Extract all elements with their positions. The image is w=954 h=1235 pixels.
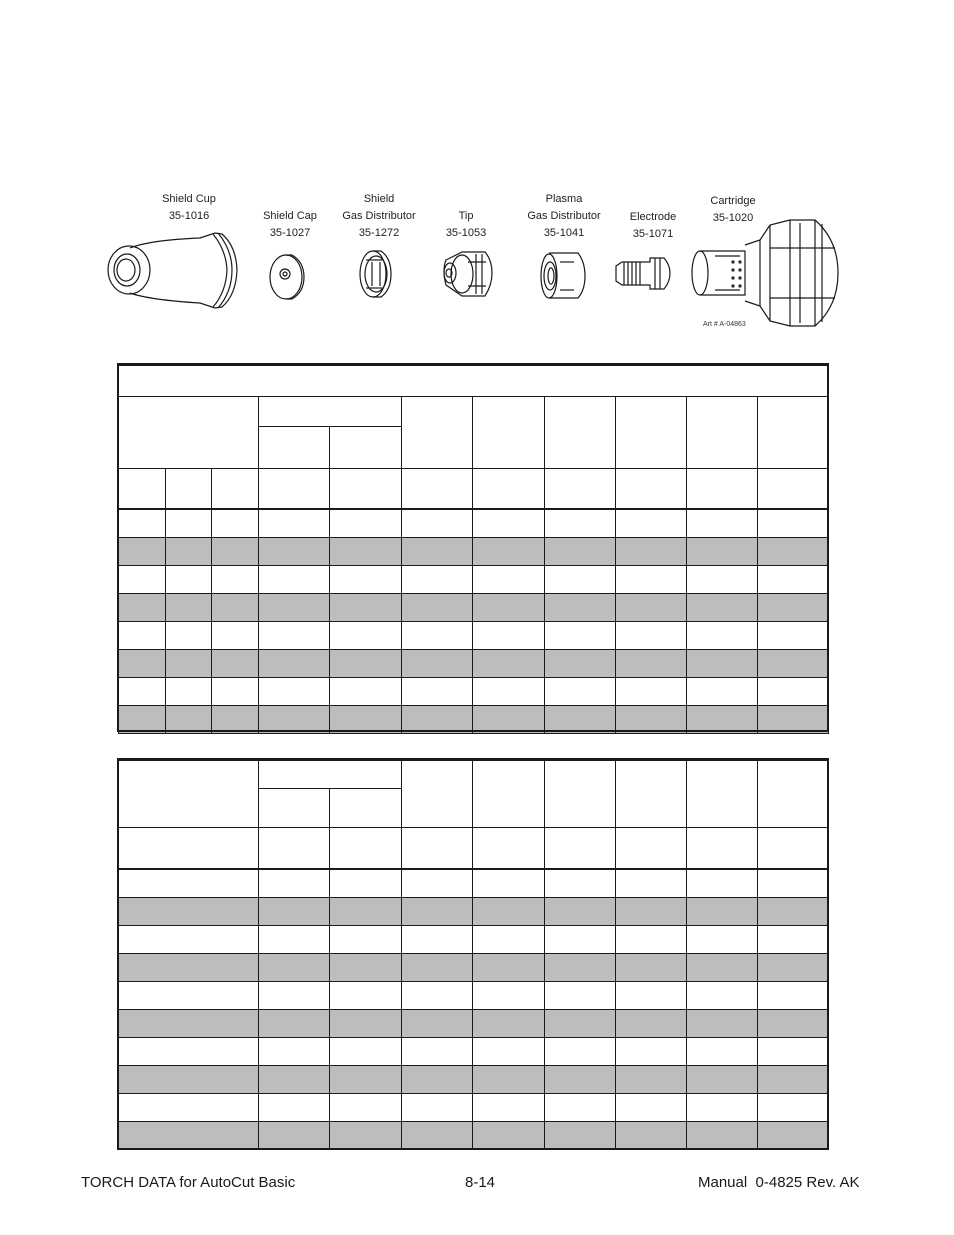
- table-row: [119, 1009, 829, 1037]
- table-row: [119, 649, 829, 677]
- header-cell: [330, 426, 402, 468]
- table-cell: [687, 1121, 758, 1149]
- table-cell: [545, 468, 616, 509]
- table-cell: [402, 537, 473, 565]
- table-cell: [758, 1065, 829, 1093]
- table-cell: [330, 1093, 402, 1121]
- table-cell: [616, 1093, 687, 1121]
- table-cell: [616, 565, 687, 593]
- table-cell: [758, 1009, 829, 1037]
- header-cell: [687, 396, 758, 468]
- table-cell: [402, 1009, 473, 1037]
- table-cell: [330, 953, 402, 981]
- table-cell: [119, 869, 259, 897]
- table-cell: [473, 677, 545, 705]
- table-row: [119, 621, 829, 649]
- table-cell: [758, 981, 829, 1009]
- table-cell: [473, 869, 545, 897]
- table-cell: [473, 509, 545, 537]
- table-cell: [402, 1093, 473, 1121]
- table-cell: [473, 705, 545, 733]
- table-cell: [259, 981, 330, 1009]
- table-cell: [758, 869, 829, 897]
- table-cell: [212, 468, 259, 509]
- header-cell: [616, 760, 687, 827]
- table-row: [119, 1065, 829, 1093]
- torch-parts-drawing: [100, 210, 845, 335]
- table-cell: [259, 1065, 330, 1093]
- table-cell: [616, 827, 687, 869]
- table-cell: [545, 649, 616, 677]
- table-cell: [330, 565, 402, 593]
- part-name: Tip: [458, 210, 474, 222]
- table-cell: [119, 1037, 259, 1065]
- table-cell: [402, 621, 473, 649]
- part-number: 35-1071: [632, 228, 674, 240]
- shield-cup-icon: [108, 233, 237, 308]
- table-cell: [473, 593, 545, 621]
- table-cell: [687, 869, 758, 897]
- shield-cap-icon: [270, 255, 304, 299]
- table-cell: [616, 468, 687, 509]
- table-cell: [758, 827, 829, 869]
- table-cell: [473, 649, 545, 677]
- shield-gas-distributor-icon: [360, 251, 391, 297]
- table-cell: [119, 925, 259, 953]
- table-cell: [545, 869, 616, 897]
- table-cell: [545, 621, 616, 649]
- table-cell: [473, 537, 545, 565]
- table-cell: [259, 705, 330, 733]
- table-cell: [330, 925, 402, 953]
- table-cell: [758, 925, 829, 953]
- table-cell: [687, 677, 758, 705]
- table-cell: [119, 1093, 259, 1121]
- table-cell: [330, 677, 402, 705]
- table-cell: [687, 981, 758, 1009]
- table-cell: [687, 1065, 758, 1093]
- table-cell: [330, 537, 402, 565]
- table-cell: [259, 1037, 330, 1065]
- table-row: [119, 537, 829, 565]
- table-cell: [166, 677, 212, 705]
- header-cell: [473, 396, 545, 468]
- table-cell: [616, 869, 687, 897]
- table-cell: [616, 621, 687, 649]
- table-cell: [119, 593, 166, 621]
- table-cell: [259, 1093, 330, 1121]
- table-cell: [330, 649, 402, 677]
- table-cell: [687, 827, 758, 869]
- table-cell: [545, 509, 616, 537]
- table-cell: [473, 1009, 545, 1037]
- table-cell: [119, 897, 259, 925]
- table-cell: [473, 565, 545, 593]
- table-cell: [166, 468, 212, 509]
- part-number: 35-1041: [543, 227, 585, 239]
- table-cell: [119, 468, 166, 509]
- table-header-row: [119, 760, 829, 788]
- table-cell: [758, 621, 829, 649]
- header-cell: [259, 788, 330, 827]
- table-cell: [330, 869, 402, 897]
- table-cell: [166, 621, 212, 649]
- table-cell: [166, 705, 212, 733]
- table-cell: [402, 705, 473, 733]
- table-cell: [166, 565, 212, 593]
- table-cell: [687, 1037, 758, 1065]
- part-name: Shield Cup: [162, 193, 216, 205]
- part-number: 35-1053: [445, 227, 487, 239]
- table-cell: [402, 593, 473, 621]
- header-cell: [616, 396, 687, 468]
- cut-chart-table-1: [118, 364, 829, 734]
- part-number: 35-1020: [712, 212, 754, 224]
- table-cell: [687, 537, 758, 565]
- table-cell: [330, 509, 402, 537]
- table-row: [119, 509, 829, 537]
- table-cell: [119, 981, 259, 1009]
- table-title-cell: [119, 365, 829, 396]
- table-cell: [212, 537, 259, 565]
- table-row: [119, 705, 829, 733]
- table-cell: [166, 649, 212, 677]
- table-cell: [687, 649, 758, 677]
- table-cell: [259, 565, 330, 593]
- table-cell: [212, 705, 259, 733]
- table-cell: [473, 468, 545, 509]
- table-cell: [119, 649, 166, 677]
- table-cell: [473, 1065, 545, 1093]
- table-cell: [259, 677, 330, 705]
- table-cell: [758, 649, 829, 677]
- table-cell: [687, 565, 758, 593]
- table-cell: [402, 509, 473, 537]
- table-cell: [259, 953, 330, 981]
- table-cell: [545, 1121, 616, 1149]
- table-cell: [119, 509, 166, 537]
- part-number: 35-1027: [269, 227, 311, 239]
- table-cell: [402, 468, 473, 509]
- table-cell: [545, 565, 616, 593]
- table-cell: [212, 677, 259, 705]
- table-cell: [330, 1065, 402, 1093]
- part-name: Cartridge: [710, 195, 756, 207]
- table-cell: [687, 593, 758, 621]
- table-cell: [330, 1009, 402, 1037]
- table-cell: [259, 1121, 330, 1149]
- table-cell: [758, 565, 829, 593]
- table-cell: [119, 1009, 259, 1037]
- table-cell: [119, 537, 166, 565]
- header-cell: [687, 760, 758, 827]
- table-cell: [402, 1037, 473, 1065]
- table-cell: [758, 1037, 829, 1065]
- table-cell: [330, 827, 402, 869]
- table-cell: [545, 897, 616, 925]
- table-cell: [758, 953, 829, 981]
- table-cell: [259, 621, 330, 649]
- header-cell: [119, 760, 259, 827]
- table-row: [119, 1121, 829, 1149]
- table-row: [119, 897, 829, 925]
- table-cell: [473, 827, 545, 869]
- table-cell: [259, 869, 330, 897]
- table-cell: [758, 1093, 829, 1121]
- table-cell: [259, 827, 330, 869]
- table-cell: [119, 1121, 259, 1149]
- table-row: [119, 953, 829, 981]
- part-name: Shield Cap: [263, 210, 317, 222]
- table-cell: [616, 1065, 687, 1093]
- table-cell: [402, 869, 473, 897]
- table-cell: [259, 1009, 330, 1037]
- table-cell: [212, 509, 259, 537]
- table-cell: [545, 953, 616, 981]
- table-cell: [259, 593, 330, 621]
- table-row: [119, 869, 829, 897]
- footer-manual-number: Manual 0-4825 Rev. AK: [698, 1174, 860, 1191]
- table-cell: [616, 705, 687, 733]
- table-cell: [616, 593, 687, 621]
- table-cell: [119, 677, 166, 705]
- tip-icon: [444, 252, 492, 296]
- table-cell: [545, 925, 616, 953]
- table-cell: [259, 509, 330, 537]
- table-cell: [473, 1037, 545, 1065]
- header-cell: [259, 426, 330, 468]
- table-cell: [402, 565, 473, 593]
- table-cell: [330, 468, 402, 509]
- table-cell: [758, 677, 829, 705]
- art-number: Art # A-04863: [703, 321, 746, 328]
- cut-chart-table-2: [118, 759, 829, 1150]
- table-cell: [687, 509, 758, 537]
- table-cell: [616, 953, 687, 981]
- cartridge-icon: [692, 220, 838, 326]
- table-cell: [259, 925, 330, 953]
- table-cell: [330, 705, 402, 733]
- table-cell: [212, 649, 259, 677]
- part-name: Electrode: [629, 211, 677, 223]
- header-cell: [545, 760, 616, 827]
- header-cell: [259, 760, 402, 788]
- table-cell: [545, 537, 616, 565]
- table-cell: [119, 565, 166, 593]
- table-cell: [402, 953, 473, 981]
- table-cell: [402, 677, 473, 705]
- table-row: [119, 593, 829, 621]
- table-cell: [473, 953, 545, 981]
- table-cell: [545, 1037, 616, 1065]
- part-number: 35-1272: [358, 227, 400, 239]
- footer-page-number: 8-14: [465, 1174, 496, 1191]
- table-cell: [758, 537, 829, 565]
- table-cell: [758, 593, 829, 621]
- table-cell: [402, 827, 473, 869]
- table-cell: [687, 705, 758, 733]
- footer-section-title: TORCH DATA for AutoCut Basic: [81, 1174, 296, 1191]
- table-cell: [545, 1009, 616, 1037]
- table-cell: [545, 827, 616, 869]
- table-cell: [545, 1065, 616, 1093]
- table-cell: [330, 897, 402, 925]
- header-cell: [402, 760, 473, 827]
- table-cell: [330, 1121, 402, 1149]
- table-units-row: [119, 827, 829, 869]
- part-name-line1: Shield: [363, 193, 395, 205]
- table-cell: [616, 537, 687, 565]
- electrode-icon: [616, 258, 670, 289]
- table-cell: [616, 925, 687, 953]
- table-cell: [473, 1121, 545, 1149]
- table-cell: [119, 953, 259, 981]
- table-cell: [545, 593, 616, 621]
- table-cell: [616, 1009, 687, 1037]
- table-cell: [687, 468, 758, 509]
- table-cell: [402, 981, 473, 1009]
- table-cell: [212, 593, 259, 621]
- part-name-line2: Gas Distributor: [342, 210, 416, 222]
- table-cell: [330, 1037, 402, 1065]
- header-cell: [259, 396, 402, 426]
- table-cell: [119, 621, 166, 649]
- header-cell: [758, 396, 829, 468]
- table-cell: [259, 537, 330, 565]
- table-cell: [402, 1121, 473, 1149]
- table-cell: [259, 897, 330, 925]
- table-cell: [616, 1121, 687, 1149]
- table-cell: [545, 981, 616, 1009]
- table-units-row: [119, 468, 829, 509]
- table-cell: [687, 897, 758, 925]
- table-cell: [330, 593, 402, 621]
- header-cell: [758, 760, 829, 827]
- table-header-row: [119, 396, 829, 426]
- table-cell: [616, 897, 687, 925]
- table-cell: [473, 621, 545, 649]
- table-cell: [119, 705, 166, 733]
- table-cell: [166, 509, 212, 537]
- header-cell: [119, 396, 259, 468]
- table-cell: [330, 981, 402, 1009]
- table-cell: [758, 1121, 829, 1149]
- table-cell: [259, 468, 330, 509]
- table-cell: [330, 621, 402, 649]
- part-name-line1: Plasma: [545, 193, 583, 205]
- table-cell: [545, 677, 616, 705]
- table-cell: [758, 897, 829, 925]
- table-cell: [616, 649, 687, 677]
- table-cell: [545, 705, 616, 733]
- table-cell: [687, 953, 758, 981]
- table-cell: [545, 1093, 616, 1121]
- table-cell: [402, 1065, 473, 1093]
- table-cell: [119, 1065, 259, 1093]
- table-row: [119, 1037, 829, 1065]
- table-row: [119, 1093, 829, 1121]
- part-name-line2: Gas Distributor: [527, 210, 601, 222]
- table-title-row: [119, 365, 829, 396]
- header-cell: [402, 396, 473, 468]
- table-cell: [687, 1009, 758, 1037]
- table-cell: [687, 621, 758, 649]
- table-cell: [259, 649, 330, 677]
- table-cell: [616, 981, 687, 1009]
- table-cell: [402, 897, 473, 925]
- table-cell: [119, 827, 259, 869]
- table-row: [119, 925, 829, 953]
- part-number: 35-1016: [168, 210, 210, 222]
- header-cell: [330, 788, 402, 827]
- table-cell: [166, 593, 212, 621]
- header-cell: [545, 396, 616, 468]
- table-cell: [212, 565, 259, 593]
- table-cell: [616, 1037, 687, 1065]
- table-row: [119, 565, 829, 593]
- table-row: [119, 677, 829, 705]
- table-cell: [758, 509, 829, 537]
- table-cell: [473, 897, 545, 925]
- table-cell: [758, 705, 829, 733]
- table-cell: [687, 1093, 758, 1121]
- plasma-gas-distributor-icon: [541, 253, 585, 298]
- table-cell: [402, 925, 473, 953]
- table-cell: [212, 621, 259, 649]
- table-cell: [687, 925, 758, 953]
- header-cell: [473, 760, 545, 827]
- table-cell: [402, 649, 473, 677]
- table-row: [119, 981, 829, 1009]
- table-cell: [473, 981, 545, 1009]
- table-cell: [166, 537, 212, 565]
- table-cell: [758, 468, 829, 509]
- table-cell: [616, 677, 687, 705]
- table-cell: [473, 925, 545, 953]
- table-cell: [616, 509, 687, 537]
- table-cell: [473, 1093, 545, 1121]
